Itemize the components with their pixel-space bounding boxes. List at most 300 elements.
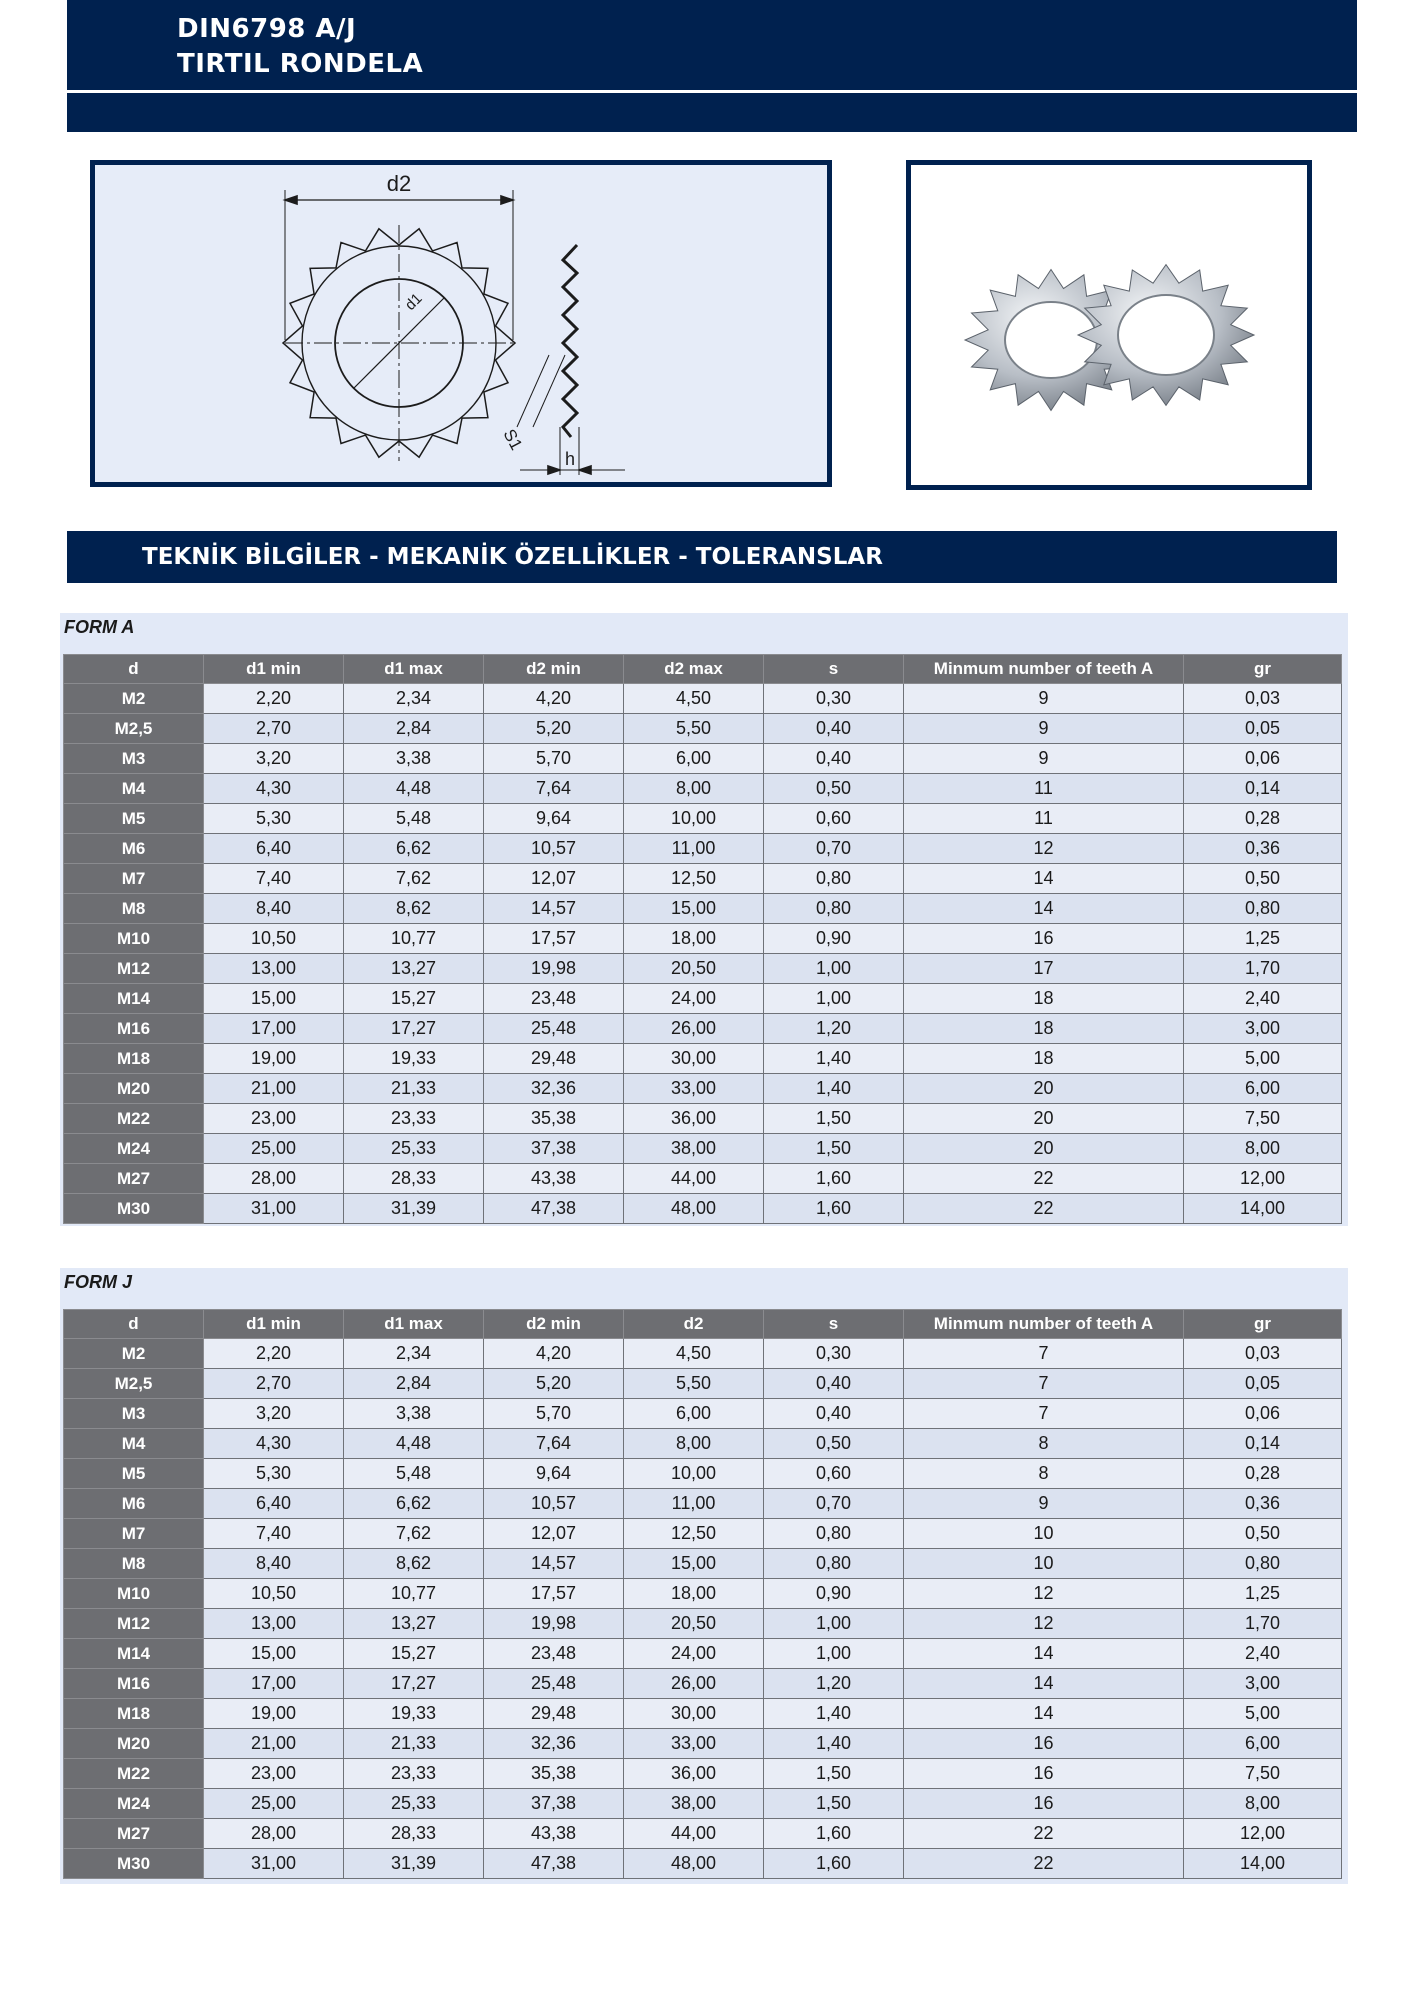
washer-photo [911,165,1307,485]
value-cell: 1,40 [764,1044,904,1074]
value-cell: 5,50 [624,714,764,744]
table-row [64,834,1342,864]
value-cell: 11,00 [624,834,764,864]
product-code: DIN6798 A/J [177,14,357,44]
value-cell: 10,77 [344,1579,484,1609]
table-row [64,1519,1342,1549]
value-cell: 6,00 [624,744,764,774]
value-cell: 15,00 [204,984,344,1014]
table-row [64,924,1342,954]
size-cell: M4 [64,774,204,804]
value-cell: 31,39 [344,1849,484,1879]
d1-label: d1 [401,290,426,314]
value-cell: 0,90 [764,924,904,954]
size-cell: M3 [64,744,204,774]
value-cell: 23,33 [344,1759,484,1789]
value-cell: 0,05 [1184,714,1342,744]
value-cell: 4,50 [624,684,764,714]
value-cell: 2,20 [204,1339,344,1369]
value-cell: 3,38 [344,744,484,774]
value-cell: 28,00 [204,1819,344,1849]
value-cell: 12,50 [624,864,764,894]
value-cell: 31,39 [344,1194,484,1224]
value-cell: 0,03 [1184,684,1342,714]
value-cell: 43,38 [484,1819,624,1849]
value-cell: 25,48 [484,1669,624,1699]
value-cell: 14 [904,1639,1184,1669]
value-cell: 17,27 [344,1669,484,1699]
value-cell: 15,00 [204,1639,344,1669]
value-cell: 4,20 [484,1339,624,1369]
value-cell: 18,00 [624,1579,764,1609]
value-cell: 5,48 [344,804,484,834]
value-cell: 1,40 [764,1729,904,1759]
value-cell: 4,30 [204,1429,344,1459]
table-row [64,1074,1342,1104]
value-cell: 3,00 [1184,1669,1342,1699]
value-cell: 15,00 [624,894,764,924]
table-row [64,1489,1342,1519]
table-row [64,1639,1342,1669]
value-cell: 5,50 [624,1369,764,1399]
size-cell: M7 [64,1519,204,1549]
value-cell: 1,60 [764,1819,904,1849]
form-a-body [64,684,1342,1224]
value-cell: 13,27 [344,954,484,984]
column-header: d1 min [204,1310,344,1339]
value-cell: 6,00 [624,1399,764,1429]
value-cell: 7,50 [1184,1759,1342,1789]
value-cell: 17 [904,954,1184,984]
value-cell: 2,40 [1184,984,1342,1014]
value-cell: 17,57 [484,924,624,954]
value-cell: 9 [904,1489,1184,1519]
value-cell: 22 [904,1819,1184,1849]
size-cell: M2 [64,684,204,714]
value-cell: 10 [904,1549,1184,1579]
value-cell: 23,33 [344,1104,484,1134]
washer-2 [1078,265,1254,406]
form-j-table [63,1309,1342,1879]
value-cell: 6,62 [344,1489,484,1519]
column-header: d1 min [204,655,344,684]
value-cell: 1,00 [764,984,904,1014]
value-cell: 1,50 [764,1759,904,1789]
value-cell: 25,48 [484,1014,624,1044]
value-cell: 15,27 [344,984,484,1014]
value-cell: 19,00 [204,1699,344,1729]
value-cell: 44,00 [624,1164,764,1194]
column-header: d2 max [624,655,764,684]
size-cell: M12 [64,954,204,984]
value-cell: 31,00 [204,1194,344,1224]
value-cell: 0,30 [764,1339,904,1369]
value-cell: 20 [904,1134,1184,1164]
value-cell: 29,48 [484,1044,624,1074]
value-cell: 7,50 [1184,1104,1342,1134]
value-cell: 5,30 [204,804,344,834]
value-cell: 15,00 [624,1549,764,1579]
value-cell: 28,33 [344,1164,484,1194]
value-cell: 30,00 [624,1699,764,1729]
value-cell: 29,48 [484,1699,624,1729]
value-cell: 7,40 [204,864,344,894]
value-cell: 18 [904,984,1184,1014]
value-cell: 24,00 [624,984,764,1014]
column-header: d2 min [484,1310,624,1339]
value-cell: 2,84 [344,1369,484,1399]
value-cell: 8 [904,1459,1184,1489]
size-cell: M12 [64,1609,204,1639]
value-cell: 7,62 [344,1519,484,1549]
value-cell: 12 [904,834,1184,864]
table-row [64,1044,1342,1074]
value-cell: 0,50 [1184,1519,1342,1549]
table-row [64,1014,1342,1044]
size-cell: M5 [64,1459,204,1489]
form-j-body [64,1339,1342,1879]
value-cell: 38,00 [624,1789,764,1819]
value-cell: 23,48 [484,984,624,1014]
table-row [64,1164,1342,1194]
size-cell: M4 [64,1429,204,1459]
size-cell: M8 [64,894,204,924]
form-a-panel [60,613,1348,1226]
value-cell: 9 [904,684,1184,714]
value-cell: 18 [904,1044,1184,1074]
size-cell: M6 [64,834,204,864]
value-cell: 5,70 [484,744,624,774]
value-cell: 3,38 [344,1399,484,1429]
value-cell: 33,00 [624,1074,764,1104]
value-cell: 19,33 [344,1699,484,1729]
column-header: Minmum number of teeth A [904,655,1184,684]
value-cell: 0,80 [764,1519,904,1549]
column-header: Minmum number of teeth A [904,1310,1184,1339]
table-row [64,1429,1342,1459]
value-cell: 2,70 [204,714,344,744]
table-row [64,804,1342,834]
table-row [64,1849,1342,1879]
value-cell: 9,64 [484,1459,624,1489]
value-cell: 10 [904,1519,1184,1549]
value-cell: 1,50 [764,1104,904,1134]
value-cell: 25,33 [344,1789,484,1819]
value-cell: 20 [904,1104,1184,1134]
value-cell: 44,00 [624,1819,764,1849]
column-header: d2 min [484,655,624,684]
value-cell: 35,38 [484,1104,624,1134]
value-cell: 13,00 [204,1609,344,1639]
table-row [64,714,1342,744]
form-j-label: FORM J [64,1272,133,1292]
value-cell: 6,00 [1184,1074,1342,1104]
value-cell: 4,48 [344,1429,484,1459]
value-cell: 47,38 [484,1849,624,1879]
s1-label: S1 [499,425,527,454]
value-cell: 19,33 [344,1044,484,1074]
column-header: s [764,1310,904,1339]
value-cell: 14 [904,864,1184,894]
value-cell: 6,40 [204,1489,344,1519]
value-cell: 1,60 [764,1194,904,1224]
table-row [64,1819,1342,1849]
value-cell: 5,00 [1184,1699,1342,1729]
size-cell: M2,5 [64,714,204,744]
section-title: TEKNİK BİLGİLER - MEKANİK ÖZELLİKLER - TOLERANSLAR [142,544,883,570]
value-cell: 32,36 [484,1729,624,1759]
value-cell: 0,50 [764,774,904,804]
value-cell: 1,25 [1184,924,1342,954]
value-cell: 0,03 [1184,1339,1342,1369]
value-cell: 22 [904,1194,1184,1224]
column-header: d1 max [344,1310,484,1339]
size-cell: M20 [64,1729,204,1759]
value-cell: 0,60 [764,804,904,834]
value-cell: 20,50 [624,1609,764,1639]
value-cell: 12,00 [1184,1819,1342,1849]
value-cell: 25,00 [204,1134,344,1164]
column-header: s [764,655,904,684]
value-cell: 31,00 [204,1849,344,1879]
value-cell: 0,50 [1184,864,1342,894]
d2-label: d2 [386,171,412,196]
value-cell: 1,20 [764,1014,904,1044]
value-cell: 2,34 [344,684,484,714]
size-cell: M10 [64,924,204,954]
table-row [64,1339,1342,1369]
table-row [64,1459,1342,1489]
value-cell: 0,36 [1184,834,1342,864]
value-cell: 0,40 [764,1369,904,1399]
value-cell: 12,00 [1184,1164,1342,1194]
value-cell: 4,48 [344,774,484,804]
value-cell: 8,00 [624,1429,764,1459]
value-cell: 11,00 [624,1489,764,1519]
value-cell: 14 [904,1699,1184,1729]
size-cell: M24 [64,1789,204,1819]
value-cell: 0,70 [764,1489,904,1519]
column-header: gr [1184,655,1342,684]
size-cell: M8 [64,1549,204,1579]
table-row [64,684,1342,714]
h-label: h [564,449,576,469]
value-cell: 8,00 [624,774,764,804]
value-cell: 1,50 [764,1789,904,1819]
value-cell: 4,30 [204,774,344,804]
value-cell: 9 [904,744,1184,774]
size-cell: M14 [64,984,204,1014]
value-cell: 3,20 [204,744,344,774]
value-cell: 12,07 [484,1519,624,1549]
value-cell: 8,00 [1184,1134,1342,1164]
table-row [64,1579,1342,1609]
value-cell: 21,33 [344,1074,484,1104]
column-header: gr [1184,1310,1342,1339]
value-cell: 9 [904,714,1184,744]
table-row [64,1134,1342,1164]
value-cell: 11 [904,804,1184,834]
size-cell: M30 [64,1194,204,1224]
product-photo [906,160,1312,490]
value-cell: 1,60 [764,1164,904,1194]
size-cell: M6 [64,1489,204,1519]
value-cell: 10,50 [204,1579,344,1609]
value-cell: 14,57 [484,1549,624,1579]
size-cell: M3 [64,1399,204,1429]
value-cell: 8,00 [1184,1789,1342,1819]
value-cell: 16 [904,1729,1184,1759]
value-cell: 1,20 [764,1669,904,1699]
value-cell: 35,38 [484,1759,624,1789]
value-cell: 14,00 [1184,1849,1342,1879]
product-name: TIRTIL RONDELA [177,49,424,79]
value-cell: 23,00 [204,1104,344,1134]
table-row [64,864,1342,894]
value-cell: 0,40 [764,1399,904,1429]
value-cell: 28,33 [344,1819,484,1849]
value-cell: 5,30 [204,1459,344,1489]
value-cell: 12 [904,1609,1184,1639]
value-cell: 19,98 [484,954,624,984]
value-cell: 47,38 [484,1194,624,1224]
value-cell: 26,00 [624,1014,764,1044]
column-header: d [64,1310,204,1339]
value-cell: 0,40 [764,714,904,744]
value-cell: 13,00 [204,954,344,984]
value-cell: 28,00 [204,1164,344,1194]
value-cell: 18 [904,1014,1184,1044]
size-cell: M2,5 [64,1369,204,1399]
size-cell: M18 [64,1699,204,1729]
table-row [64,744,1342,774]
value-cell: 43,38 [484,1164,624,1194]
size-cell: M20 [64,1074,204,1104]
size-cell: M10 [64,1579,204,1609]
value-cell: 0,70 [764,834,904,864]
value-cell: 8,40 [204,894,344,924]
value-cell: 22 [904,1164,1184,1194]
value-cell: 12,50 [624,1519,764,1549]
value-cell: 33,00 [624,1729,764,1759]
table-row [64,1399,1342,1429]
value-cell: 20 [904,1074,1184,1104]
value-cell: 38,00 [624,1134,764,1164]
value-cell: 8,62 [344,894,484,924]
size-cell: M18 [64,1044,204,1074]
form-a-label: FORM A [64,617,135,637]
value-cell: 24,00 [624,1639,764,1669]
value-cell: 20,50 [624,954,764,984]
value-cell: 11 [904,774,1184,804]
value-cell: 3,00 [1184,1014,1342,1044]
value-cell: 18,00 [624,924,764,954]
value-cell: 16 [904,1789,1184,1819]
value-cell: 1,60 [764,1849,904,1879]
table-row [64,774,1342,804]
table-row [64,1549,1342,1579]
value-cell: 19,98 [484,1609,624,1639]
form-j-panel [60,1268,1348,1884]
value-cell: 1,70 [1184,954,1342,984]
value-cell: 0,60 [764,1459,904,1489]
value-cell: 0,40 [764,744,904,774]
value-cell: 10,50 [204,924,344,954]
value-cell: 14,00 [1184,1194,1342,1224]
size-cell: M16 [64,1669,204,1699]
value-cell: 14 [904,894,1184,924]
value-cell: 1,50 [764,1134,904,1164]
value-cell: 10,57 [484,834,624,864]
value-cell: 6,62 [344,834,484,864]
value-cell: 36,00 [624,1759,764,1789]
value-cell: 1,00 [764,1609,904,1639]
value-cell: 1,70 [1184,1609,1342,1639]
value-cell: 17,00 [204,1014,344,1044]
value-cell: 0,36 [1184,1489,1342,1519]
table-row [64,1789,1342,1819]
value-cell: 37,38 [484,1789,624,1819]
value-cell: 0,80 [764,1549,904,1579]
size-cell: M27 [64,1164,204,1194]
value-cell: 9,64 [484,804,624,834]
value-cell: 25,00 [204,1789,344,1819]
table-row [64,954,1342,984]
value-cell: 8 [904,1429,1184,1459]
value-cell: 30,00 [624,1044,764,1074]
value-cell: 12,07 [484,864,624,894]
value-cell: 7 [904,1369,1184,1399]
value-cell: 6,40 [204,834,344,864]
column-header: d1 max [344,655,484,684]
value-cell: 7,62 [344,864,484,894]
value-cell: 7,64 [484,774,624,804]
value-cell: 12 [904,1579,1184,1609]
value-cell: 21,00 [204,1074,344,1104]
value-cell: 0,80 [764,894,904,924]
value-cell: 4,20 [484,684,624,714]
value-cell: 25,33 [344,1134,484,1164]
value-cell: 14,57 [484,894,624,924]
header-divider [67,90,1357,93]
value-cell: 10,77 [344,924,484,954]
value-cell: 19,00 [204,1044,344,1074]
size-cell: M22 [64,1759,204,1789]
value-cell: 0,05 [1184,1369,1342,1399]
value-cell: 2,20 [204,684,344,714]
size-cell: M30 [64,1849,204,1879]
value-cell: 48,00 [624,1194,764,1224]
value-cell: 0,50 [764,1429,904,1459]
size-cell: M27 [64,1819,204,1849]
column-header: d [64,655,204,684]
value-cell: 10,00 [624,1459,764,1489]
value-cell: 7,40 [204,1519,344,1549]
value-cell: 0,80 [764,864,904,894]
table-row [64,1729,1342,1759]
form-a-table [63,654,1342,1224]
value-cell: 17,00 [204,1669,344,1699]
value-cell: 1,00 [764,1639,904,1669]
value-cell: 7 [904,1339,1184,1369]
value-cell: 7,64 [484,1429,624,1459]
value-cell: 26,00 [624,1669,764,1699]
value-cell: 5,20 [484,1369,624,1399]
value-cell: 14 [904,1669,1184,1699]
value-cell: 1,25 [1184,1579,1342,1609]
value-cell: 10,00 [624,804,764,834]
table-row [64,1609,1342,1639]
